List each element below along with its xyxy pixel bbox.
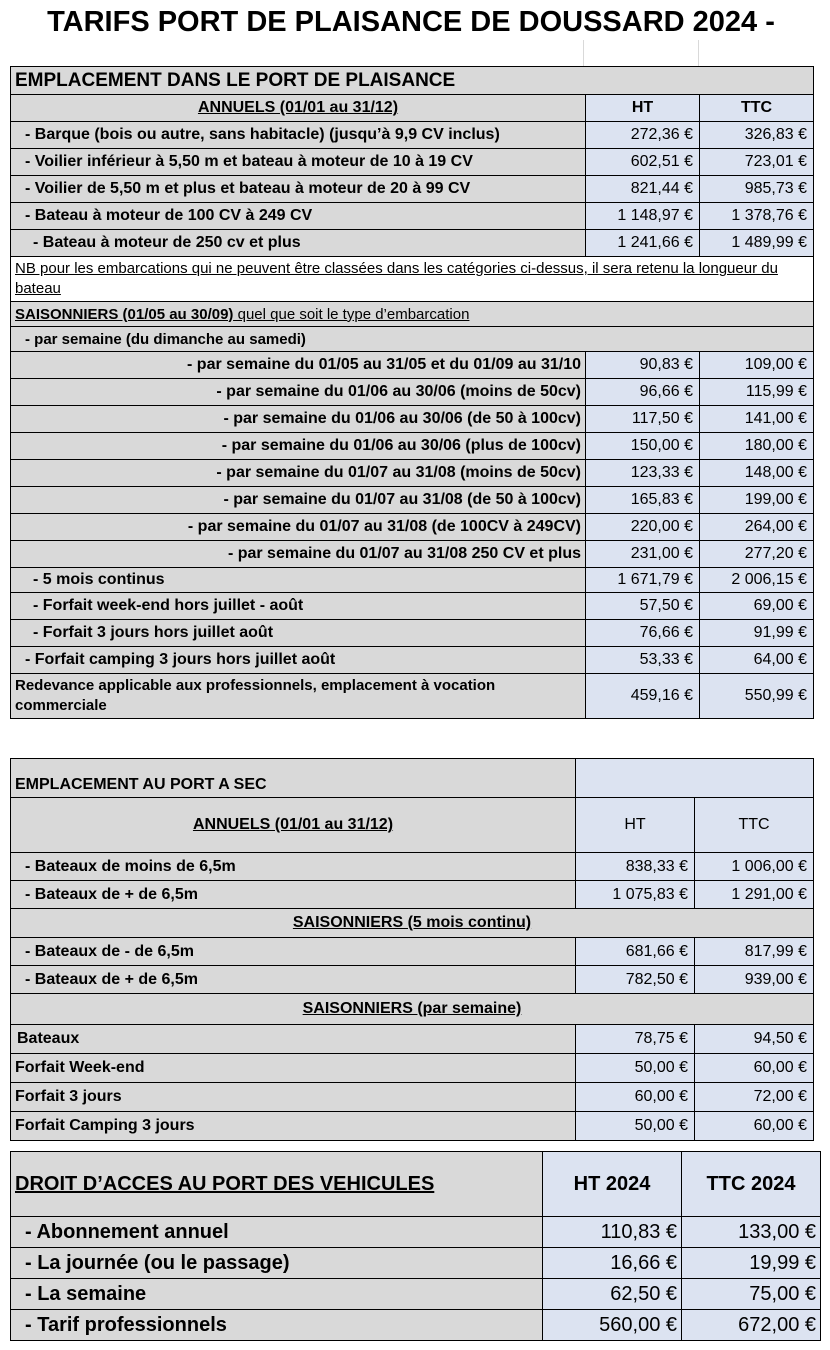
- row-label: - 5 mois continus: [11, 568, 586, 593]
- port-plaisance-table: [10, 66, 814, 719]
- price-ttc: 1 489,99 €: [700, 230, 814, 257]
- row-label: - Bateaux de + de 6,5m: [11, 881, 576, 909]
- row-label: - Bateaux de - de 6,5m: [11, 938, 576, 966]
- annuels-heading: ANNUELS (01/01 au 31/12): [11, 798, 576, 853]
- price-ttc: 1 378,76 €: [700, 203, 814, 230]
- price-ttc: 141,00 €: [700, 406, 814, 433]
- saisonniers-heading: [11, 302, 814, 327]
- row-label: - Tarif professionnels: [11, 1310, 543, 1341]
- acces-vehicules-table: [10, 1151, 821, 1341]
- row-label: - par semaine du 01/07 au 31/08 (moins de 50cv): [11, 460, 586, 487]
- price-ttc: 985,73 €: [700, 176, 814, 203]
- row-label: - par semaine du 01/05 au 31/05 et du 01/09 au 31/10: [11, 352, 586, 379]
- col-ht: HT: [586, 95, 700, 122]
- header-blank: [576, 759, 814, 798]
- row-label: - La journée (ou le passage): [11, 1248, 543, 1279]
- price-ttc: 277,20 €: [700, 541, 814, 568]
- col-ttc: TTC: [700, 95, 814, 122]
- row-label: Bateaux: [11, 1025, 576, 1054]
- price-ht: 78,75 €: [576, 1025, 695, 1054]
- port-sec-table: [10, 758, 814, 1141]
- section-heading: DROIT D’ACCES AU PORT DES VEHICULES: [11, 1152, 543, 1217]
- price-ht: 1 148,97 €: [586, 203, 700, 230]
- row-label: - Forfait camping 3 jours hors juillet août: [11, 647, 586, 674]
- row-label: Redevance applicable aux professionnels, emplacement à vocation commerciale: [11, 674, 586, 719]
- row-label: - La semaine: [11, 1279, 543, 1310]
- gridline: [583, 40, 584, 66]
- row-label: - Forfait week-end hors juillet - août: [11, 593, 586, 620]
- price-ht: 681,66 €: [576, 938, 695, 966]
- section-heading: EMPLACEMENT AU PORT A SEC: [11, 759, 576, 798]
- gridline: [698, 40, 699, 66]
- par-semaine-heading: - par semaine (du dimanche au samedi): [11, 327, 814, 352]
- row-label: Forfait Week-end: [11, 1054, 576, 1083]
- row-label: - Bateaux de moins de 6,5m: [11, 853, 576, 881]
- price-ht: 602,51 €: [586, 149, 700, 176]
- col-ttc: TTC: [695, 798, 814, 853]
- price-ht: 110,83 €: [543, 1217, 682, 1248]
- price-ht: 838,33 €: [576, 853, 695, 881]
- price-ht: 57,50 €: [586, 593, 700, 620]
- price-ht: 560,00 €: [543, 1310, 682, 1341]
- price-ttc: 94,50 €: [695, 1025, 814, 1054]
- price-ht: 150,00 €: [586, 433, 700, 460]
- price-ttc: 550,99 €: [700, 674, 814, 719]
- price-ht: 123,33 €: [586, 460, 700, 487]
- note: NB pour les embarcations qui ne peuvent être classées dans les catégories ci-dessus, il sera retenu la longueur du bateau: [11, 257, 814, 302]
- row-label: - par semaine du 01/07 au 31/08 (de 100CV à 249CV): [11, 514, 586, 541]
- price-ht: 231,00 €: [586, 541, 700, 568]
- saisonniers-suffix: quel que soit le type d’embarcation: [233, 305, 470, 323]
- row-label: - Abonnement annuel: [11, 1217, 543, 1248]
- price-ttc: 109,00 €: [700, 352, 814, 379]
- row-label: - par semaine du 01/07 au 31/08 (de 50 à 100cv): [11, 487, 586, 514]
- price-ht: 76,66 €: [586, 620, 700, 647]
- price-ht: 60,00 €: [576, 1083, 695, 1112]
- price-ht: 1 671,79 €: [586, 568, 700, 593]
- price-ttc: 264,00 €: [700, 514, 814, 541]
- row-label: - Bateau à moteur de 100 CV à 249 CV: [11, 203, 586, 230]
- price-ttc: 148,00 €: [700, 460, 814, 487]
- semaine-heading: SAISONNIERS (par semaine): [11, 994, 814, 1025]
- row-label: - Forfait 3 jours hors juillet août: [11, 620, 586, 647]
- price-ttc: 72,00 €: [695, 1083, 814, 1112]
- price-ttc: 817,99 €: [695, 938, 814, 966]
- price-ht: 62,50 €: [543, 1279, 682, 1310]
- row-label: - Voilier inférieur à 5,50 m et bateau à moteur de 10 à 19 CV: [11, 149, 586, 176]
- price-ttc: 133,00 €: [682, 1217, 821, 1248]
- price-ht: 165,83 €: [586, 487, 700, 514]
- price-ttc: 723,01 €: [700, 149, 814, 176]
- price-ht: 50,00 €: [576, 1054, 695, 1083]
- saison5-heading: SAISONNIERS (5 mois continu): [11, 909, 814, 938]
- row-label: - par semaine du 01/06 au 30/06 (de 50 à 100cv): [11, 406, 586, 433]
- row-label: - Voilier de 5,50 m et plus et bateau à moteur de 20 à 99 CV: [11, 176, 586, 203]
- row-label: - Bateau à moteur de 250 cv et plus: [11, 230, 586, 257]
- price-ttc: 91,99 €: [700, 620, 814, 647]
- row-label: - Barque (bois ou autre, sans habitacle) (jusqu’à 9,9 CV inclus): [11, 122, 586, 149]
- price-ttc: 75,00 €: [682, 1279, 821, 1310]
- col-ht-2024: HT 2024: [543, 1152, 682, 1217]
- price-ttc: 69,00 €: [700, 593, 814, 620]
- annuels-heading: ANNUELS (01/01 au 31/12): [11, 95, 586, 122]
- price-ttc: 199,00 €: [700, 487, 814, 514]
- page-title: TARIFS PORT DE PLAISANCE DE DOUSSARD 2024 -: [47, 6, 775, 38]
- price-ht: 117,50 €: [586, 406, 700, 433]
- section-heading: EMPLACEMENT DANS LE PORT DE PLAISANCE: [11, 67, 814, 95]
- price-ht: 16,66 €: [543, 1248, 682, 1279]
- col-ht: HT: [576, 798, 695, 853]
- price-ttc: 19,99 €: [682, 1248, 821, 1279]
- row-label: - par semaine du 01/06 au 30/06 (moins de 50cv): [11, 379, 586, 406]
- price-ttc: 672,00 €: [682, 1310, 821, 1341]
- row-label: Forfait 3 jours: [11, 1083, 576, 1112]
- price-ht: 1 075,83 €: [576, 881, 695, 909]
- price-ttc: 1 291,00 €: [695, 881, 814, 909]
- price-ht: 50,00 €: [576, 1112, 695, 1141]
- price-ht: 782,50 €: [576, 966, 695, 994]
- price-ttc: 2 006,15 €: [700, 568, 814, 593]
- price-ht: 220,00 €: [586, 514, 700, 541]
- price-ttc: 60,00 €: [695, 1112, 814, 1141]
- saisonniers-label: SAISONNIERS (01/05 au 30/09): [15, 305, 234, 323]
- price-ttc: 64,00 €: [700, 647, 814, 674]
- price-ht: 821,44 €: [586, 176, 700, 203]
- price-ttc: 326,83 €: [700, 122, 814, 149]
- price-ht: 53,33 €: [586, 647, 700, 674]
- price-ht: 459,16 €: [586, 674, 700, 719]
- price-ttc: 115,99 €: [700, 379, 814, 406]
- price-ttc: 1 006,00 €: [695, 853, 814, 881]
- col-ttc-2024: TTC 2024: [682, 1152, 821, 1217]
- price-ttc: 180,00 €: [700, 433, 814, 460]
- price-ht: 96,66 €: [586, 379, 700, 406]
- row-label: - par semaine du 01/06 au 30/06 (plus de 100cv): [11, 433, 586, 460]
- price-ttc: 60,00 €: [695, 1054, 814, 1083]
- price-ht: 1 241,66 €: [586, 230, 700, 257]
- row-label: - Bateaux de + de 6,5m: [11, 966, 576, 994]
- row-label: - par semaine du 01/07 au 31/08 250 CV et plus: [11, 541, 586, 568]
- row-label: Forfait Camping 3 jours: [11, 1112, 576, 1141]
- price-ht: 90,83 €: [586, 352, 700, 379]
- price-ttc: 939,00 €: [695, 966, 814, 994]
- price-ht: 272,36 €: [586, 122, 700, 149]
